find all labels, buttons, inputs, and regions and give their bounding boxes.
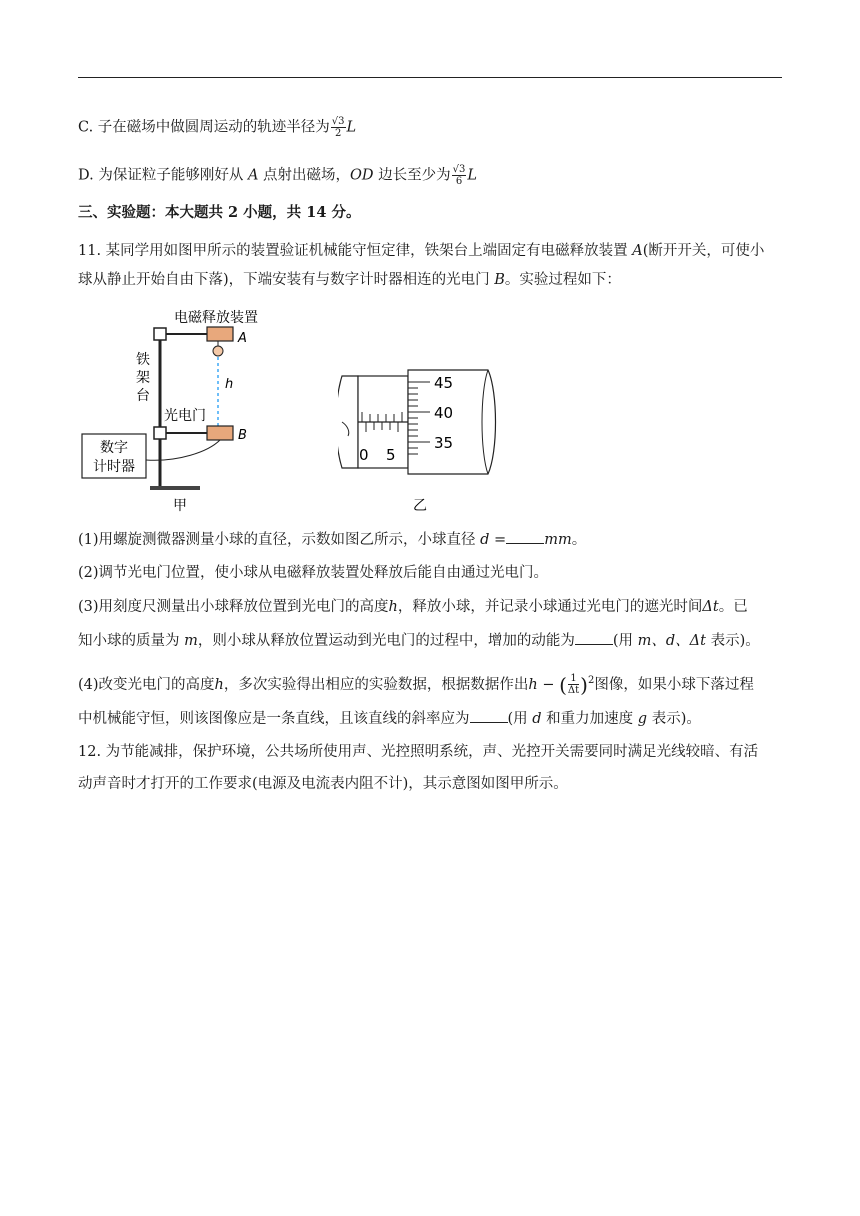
wire [146,440,220,460]
svg-text:计时器: 计时器 [93,459,135,475]
step-4-line-1: (4)改变光电门的高度h，多次实验得出相应的实验数据，根据数据作出h − ( $\frac{1}{\Delta t}$ )$^2$图像，如果小球下落过程 [78,672,754,697]
option-c: C. 子在磁场中做圆周运动的轨迹半径为 $\frac{√3}{2}$ L [78,116,357,139]
label-b: B [238,428,247,443]
top-clamp [154,328,166,340]
answer-blank-2[interactable] [575,630,613,645]
ball [213,346,223,356]
q11-line-1: 11. 某同学用如图甲所示的装置验证机械能守恒定律，铁架台上端固定有电磁释放装置 A(断开开关，可使小 [78,243,765,259]
top-rule [78,77,782,78]
fraction-one-over-dt: $\frac{1}{\Delta t}$ [567,673,580,697]
step-1: (1)用螺旋测微器测量小球的直径，示数如图乙所示，小球直径 d = mm。 [78,529,586,550]
scale-label-5: 5 [386,446,396,464]
thimble-label-35: 35 [434,434,454,452]
stand-label-3: 台 [136,388,150,404]
scale-label-0: 0 [359,446,369,464]
release-device-label: 电磁释放装置 [174,310,258,326]
figure-caption-jia: 甲 [173,498,187,514]
stand-base [150,486,200,490]
anvil-frame [338,376,358,468]
section-heading: 三、实验题：本大题共 2 小题，共 14 分。 [78,204,361,221]
svg-text:数字: 数字 [100,440,128,456]
stand-label-1: 铁 [136,352,150,368]
q12-line-1: 12. 为节能减排，保护环境，公共场所使用声、光控照明系统，声、光控开关需要同时满足光线较暗、有活 [78,744,759,760]
photogate-label: 光电门 [164,408,206,424]
release-device [207,327,233,341]
thimble-label-40: 40 [434,404,454,422]
thimble-label-45: 45 [434,374,454,392]
answer-blank-1[interactable] [506,529,544,544]
step-3-line-2: 知小球的质量为 m，则小球从释放位置运动到光电门的过程中，增加的动能为 (用 m、d、Δt 表示)。 [78,630,760,651]
option-d: D. 为保证粒子能够刚好从 A 点射出磁场，OD 边长至少为 $\frac{√3}{6}$ L [78,164,478,187]
answer-blank-3[interactable] [470,708,508,723]
label-a: A [238,331,247,346]
gate-clamp [154,427,166,439]
step-4-line-2: 中机械能守恒，则该图像应是一条直线，且该直线的斜率应为 (用 d 和重力加速度 g 表示)。 [78,708,701,729]
step-2: (2)调节光电门位置，使小球从电磁释放装置处释放后能自由通过光电门。 [78,565,549,581]
q12-line-2: 动声音时才打开的工作要求(电源及电流表内阻不计)，其示意图如图甲所示。 [78,776,568,792]
stand-label-2: 架 [136,370,150,386]
figure-caption-yi: 乙 [413,498,427,514]
q11-line-2: 球从静止开始自由下落)，下端安装有与数字计时器相连的光电门 B。实验过程如下： [78,272,621,288]
fraction-sqrt3-over-6: $\frac{√3}{6}$ [452,164,466,187]
figure-apparatus [78,302,308,514]
step-3-line-1: (3)用刻度尺测量出小球释放位置到光电门的高度h，释放小球，并记录小球通过光电门的遮光时间Δt。已 [78,599,748,615]
label-h: h [225,377,234,392]
figure-micrometer [338,362,510,514]
fraction-sqrt3-over-2: $\frac{√3}{2}$ [331,116,345,139]
photogate [207,426,233,440]
option-c-text: C. 子在磁场中做圆周运动的轨迹半径为 [78,119,330,136]
